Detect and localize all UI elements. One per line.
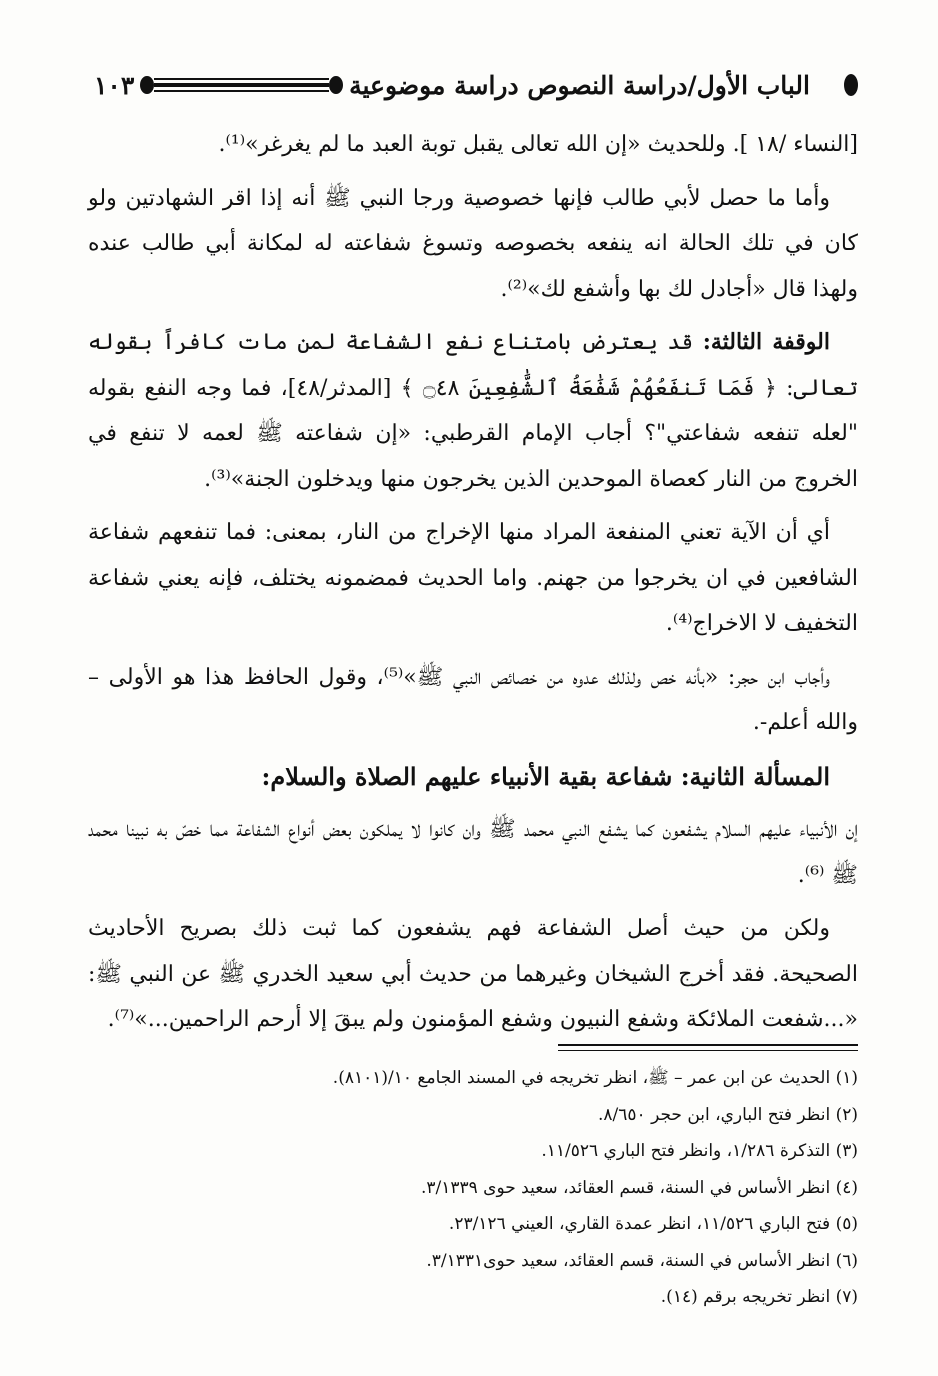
section-heading: الوقفة الثالثة: (702, 329, 830, 355)
paragraph: وأجاب ابن حجر: «بأنه خص ولذلك عدوه من خصائص النبي ﷺ»⁽⁵⁾، وقول الحافظ هذا هو الأولى –والله أعلم-. (88, 664, 858, 735)
footnote: (٧) انظر تخريجه برقم (١٤). (660, 1287, 858, 1307)
footnote: (٦) انظر الأساس في السنة، قسم العقائد، سعيد حوى٣/١٣٣١. (426, 1250, 858, 1271)
footnote: (٢) انظر فتح الباري، ابن حجر ٨/٦٥٠. (598, 1104, 858, 1125)
header-ornament-rule-icon (820, 76, 840, 94)
header-ornament-right-icon (844, 74, 858, 96)
footnote: (٤) انظر الأساس في السنة، قسم العقائد، سعيد حوى ٣/١٣٣٩. (420, 1177, 858, 1198)
footnote: (٥) فتح الباري ١١/٥٢٦، انظر عمدة القاري، العيني ٢٣/١٢٦. (448, 1214, 858, 1234)
paragraph: ولكن من حيث أصل الشفاعة فهم يشفعون كما ثبت ذلك بصريح الأحاديث الصحيحة. فقد أخرج الشيخان وغيرهما من حديث أبي سعيد الخدري ﷺ عن النبي ﷺ: «...شفعت الملائكة وشفع النبيون وشفع المؤمنون ولم يبقَ إلا أرحم الراحمين...»⁽⁷⁾. (88, 916, 858, 1032)
page-number: ١٠٣ (94, 70, 135, 100)
footnote-divider (558, 1050, 858, 1051)
footnotes (88, 1060, 858, 1316)
paragraph (88, 320, 858, 502)
footnote: (٣) التذكرة ١/٢٨٦، وانظر فتح الباري ١١/٥٢٦. (541, 1141, 858, 1161)
paragraph-text: قد يعترض بامتناع نفع الشفاعة لمن مات كافراً بقوله تعالى: ﴿ فَمَا تَنفَعُهُمْ شَفَٰعَةُ ٱلشَّٰفِعِينَ ۝٤٨ ﴾ [المدثر/٤٨]، فما وجه النفع بقوله "لعله تنفعه شفاعتي"؟ أجاب الإمام القرطبي: «إن شفاعته ﷺ لعمه لا تنفع في الخروج من النار كعصاة الموحدين الذين يخرجون منها ويدخلون الجنة»⁽³⁾. (88, 330, 858, 492)
paragraph: وأما ما حصل لأبي طالب فإنها خصوصية ورجا النبي ﷺ أنه إذا اقر الشهادتين ولو كان في تلك الحالة انه ينفعه بخصوصه وتسوغ شفاعته له لمكانة أبي طالب عنده ولهذا قال «أجادل لك بها وأشفع لك»⁽²⁾. (88, 185, 858, 302)
paragraph: إن الأنبياء عليهم السلام يشفعون كما يشفع النبي محمد ﷺ وان كانوا لا يملكون بعض أنواع الشفاعة مما خصّ به نبينا محمد ﷺ ⁽⁶⁾. (88, 817, 858, 888)
chapter-title: الباب الأول/دراسة النصوص دراسة موضوعية (349, 70, 810, 100)
header-ornament-line-icon (144, 76, 339, 94)
paragraph: [النساء /١٨ ]. وللحديث «إن الله تعالى يقبل توبة العبد ما لم يغرغر»⁽¹⁾. (218, 132, 858, 157)
main-text (88, 122, 858, 1051)
section-heading: المسألة الثانية: شفاعة بقية الأنبياء عليهم الصلاة والسلام: (261, 761, 830, 791)
footnote-divider (558, 1044, 858, 1046)
running-header (88, 60, 858, 110)
footnote: (١) الحديث عن ابن عمر – ﷺ، انظر تخريجه في المسند الجامع ١٠/(٨١٠١). (332, 1068, 858, 1088)
paragraph: أي أن الآية تعني المنفعة المراد منها الإخراج من النار، بمعنى: فما تنفعهم شفاعة الشافعين في ان يخرجوا من جهنم. واما الحديث فمضمونه يختلف، فإنه يعني شفاعة التخفيف لا الاخراج⁽⁴⁾. (88, 520, 858, 636)
